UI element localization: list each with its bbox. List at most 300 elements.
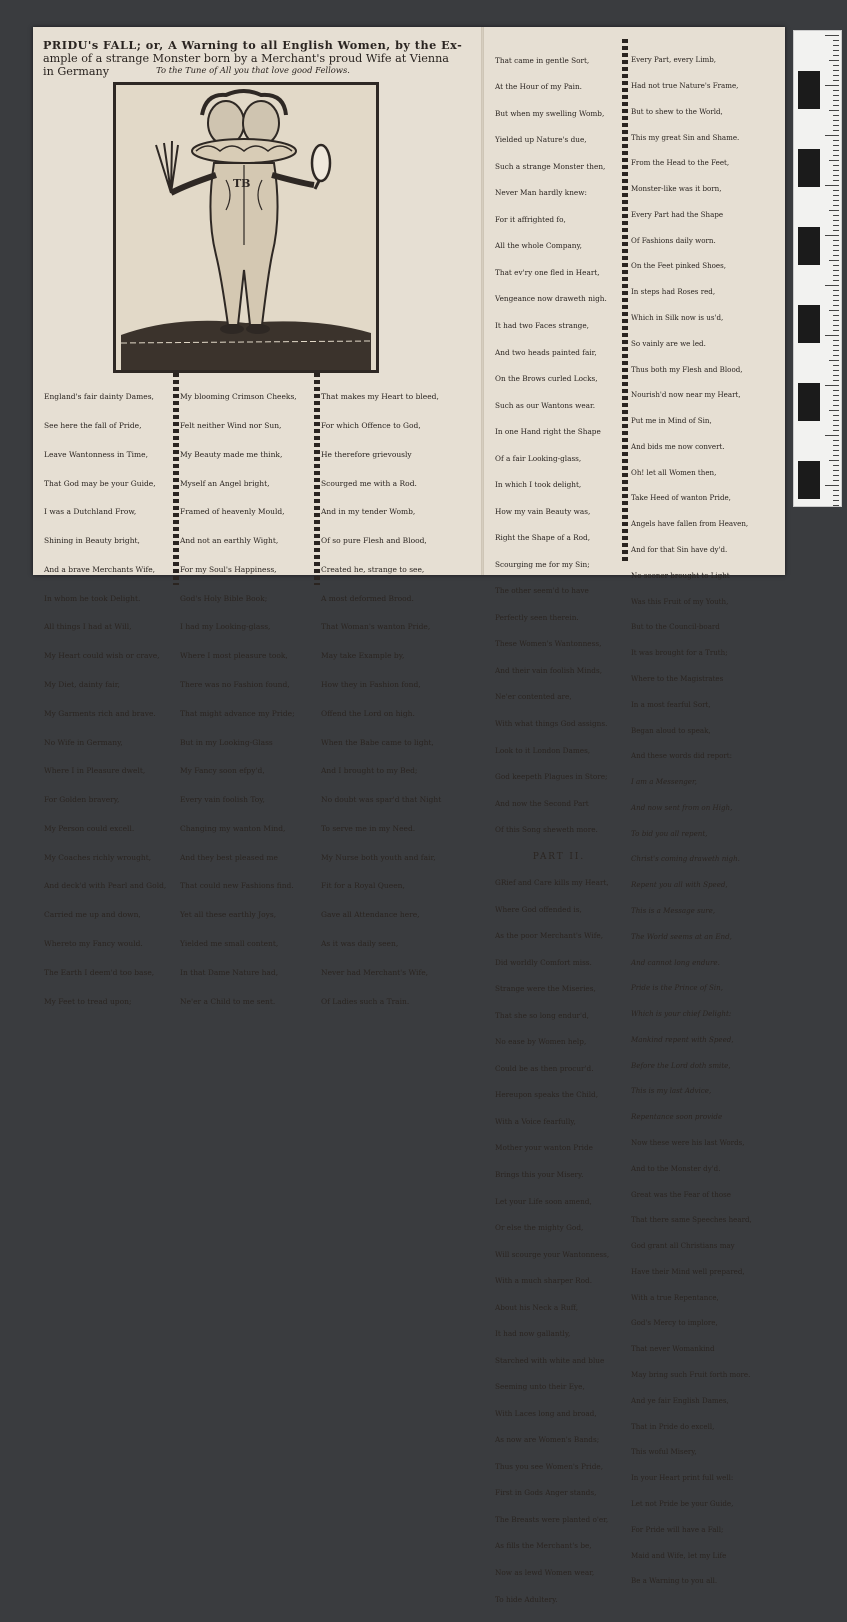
center-fold [481, 27, 484, 575]
verse-line: Framed of heavenly Mould, [180, 507, 285, 517]
ruler-tick [833, 45, 839, 46]
verse-line: Yielded up Nature's due, [495, 135, 587, 145]
verse-line: And deck'd with Pearl and Gold, [44, 881, 167, 891]
verse-line: But in my Looking-Glass [180, 737, 273, 747]
verse-line: Seeming unto their Eye, [495, 1382, 585, 1392]
title-line-1: PRIDU's FALL; or, A Warning to all English Women, by the Ex- [43, 38, 463, 52]
verse-line: Maid and Wife, let my Life [631, 1550, 727, 1560]
verse-line: In your Heart print full well: [631, 1473, 734, 1483]
ruler-tick [825, 235, 839, 236]
verse-line: Changing my wanton Mind, [180, 823, 286, 833]
ruler-tick [833, 325, 839, 326]
ruler-tick [833, 120, 839, 121]
verse-line: May take Example by, [321, 651, 405, 661]
ruler-tick [825, 285, 839, 286]
verse-line: All things I had at Will, [44, 622, 132, 632]
ruler-tick [833, 180, 839, 181]
verse-line: Repent you all with Speed, [631, 880, 728, 890]
verse-line: God keepeth Plagues in Store; [495, 772, 608, 782]
verse-line: But when my swelling Womb, [495, 108, 605, 118]
ruler-tick [833, 425, 839, 426]
verse-line: That came in gentle Sort, [495, 55, 590, 65]
ruler-tick [833, 505, 839, 506]
verse-line: My Heart could wish or crave, [44, 651, 160, 661]
ruler-tick [833, 225, 839, 226]
ruler-block [798, 305, 820, 343]
ruler-tick [833, 300, 839, 301]
ruler-tick [833, 430, 839, 431]
ruler-tick [833, 265, 839, 266]
verse-line: Before the Lord doth smite, [631, 1060, 731, 1070]
verse-line: Gave all Attendance here, [321, 910, 420, 920]
ruler-tick [833, 340, 839, 341]
verse-line: Thus you see Women's Pride, [495, 1461, 604, 1471]
verse-column-5 [631, 39, 779, 1603]
ruler-tick [833, 305, 839, 306]
ruler-tick [833, 55, 839, 56]
verse-line: With a Voice fearfully, [495, 1116, 576, 1126]
verse-line: My Diet, dainty fair, [44, 680, 120, 689]
ruler-tick [833, 355, 839, 356]
ruler-tick [825, 385, 839, 386]
ruler-tick [833, 245, 839, 246]
ruler-tick [833, 100, 839, 101]
ruler-tick [833, 125, 839, 126]
ruler-tick [833, 275, 839, 276]
verse-line: How they in Fashion fond, [321, 680, 421, 689]
verse-line: Brings this your Misery. [495, 1170, 584, 1179]
verse-line: For it affrighted fo, [495, 214, 566, 224]
verse-line: And these words did report: [631, 751, 733, 761]
verse-line: I am a Messenger, [631, 777, 697, 787]
verse-line: And in my tender Womb, [321, 507, 416, 517]
woodcut-illustration [113, 82, 379, 373]
verse-line: In steps had Roses red, [631, 287, 716, 297]
ruler-tick [833, 345, 839, 346]
verse-line: God grant all Christians may [631, 1241, 735, 1251]
verse-line: Leave Wantonness in Time, [44, 449, 148, 459]
verse-line: That Woman's wanton Pride, [321, 622, 431, 632]
verse-line: I was a Dutchland Frow, [44, 507, 137, 517]
verse-line: As fills the Merchant's be, [495, 1541, 592, 1551]
verse-line: Which is your chief Delight: [631, 1009, 732, 1019]
ruler-tick [833, 270, 839, 271]
broadside-sheet [33, 27, 785, 1604]
verse-line: God's Holy Bible Book; [180, 593, 268, 603]
verse-line: That God may be your Guide, [44, 478, 156, 488]
verse-line: In a most fearful Sort, [631, 699, 711, 709]
verse-line: Oh! let all Women then, [631, 467, 717, 477]
ruler-tick [833, 90, 839, 91]
verse-line: Never Man hardly knew: [495, 188, 587, 198]
verse-line: Scourging me for my Sin; [495, 559, 590, 569]
column-divider [173, 373, 179, 585]
verse-line: The other seem'd to have [495, 586, 589, 596]
verse-line: No doubt was spar'd that Night [321, 795, 442, 805]
verse-line: England's fair dainty Dames, [44, 392, 154, 402]
ruler-tick [833, 280, 839, 281]
verse-line: It had now gallantly, [495, 1329, 571, 1339]
verse-line: That makes my Heart to bleed, [321, 392, 439, 402]
verse-line: And I brought to my Bed; [321, 766, 418, 776]
ruler-tick [833, 400, 839, 401]
ruler-tick [833, 130, 839, 131]
verse-line: My Beauty made me think, [180, 449, 283, 459]
verse-line: Monster-like was it born, [631, 184, 722, 194]
verse-line: It was brought for a Truth; [631, 648, 728, 658]
verse-line: Hereupon speaks the Child, [495, 1090, 599, 1100]
verse-line: Nourish'd now near my Heart, [631, 390, 741, 400]
verse-line: My Coaches richly wrought, [44, 852, 152, 862]
verse-line: Fit for a Royal Queen, [321, 881, 405, 891]
verse-line: My blooming Crimson Cheeks, [180, 392, 297, 402]
verse-line: Now these were his last Words, [631, 1138, 745, 1147]
verse-line: As the poor Merchant's Wife, [495, 931, 604, 941]
verse-line: Starched with white and blue [495, 1355, 605, 1365]
ruler-tick [833, 375, 839, 376]
verse-line: Let not Pride be your Guide, [631, 1498, 734, 1508]
ruler-tick [829, 160, 839, 161]
ruler-tick [825, 135, 839, 136]
ruler-tick [825, 35, 839, 36]
ruler-tick [833, 150, 839, 151]
verse-line: No ease by Women help, [495, 1037, 587, 1047]
verse-line: Felt neither Wind nor Sun, [180, 420, 282, 430]
verse-line: With Laces long and broad, [495, 1408, 597, 1418]
verse-line: And a brave Merchants Wife, [44, 564, 156, 574]
verse-line: Let your Life soon amend, [495, 1196, 592, 1206]
ruler-tick [833, 315, 839, 316]
ruler-tick [833, 40, 839, 41]
verse-line: Have their Mind well prepared, [631, 1266, 745, 1276]
verse-line: God's Mercy to implore, [631, 1318, 718, 1328]
verse-line: My Fancy soon efpy'd, [180, 766, 265, 776]
ruler-tick [833, 140, 839, 141]
ruler-tick [833, 95, 839, 96]
verse-line: He therefore grievously [321, 449, 412, 459]
verse-line: That never Womankind [631, 1344, 715, 1354]
ruler-tick [833, 455, 839, 456]
ruler-tick [833, 70, 839, 71]
ruler-tick [833, 155, 839, 156]
verse-line: For Golden bravery, [44, 795, 120, 805]
verse-line: And now the Second Part [495, 798, 589, 808]
verse-line: Could be as then procur'd. [495, 1063, 594, 1073]
ruler-tick [833, 440, 839, 441]
verse-line: Myself an Angel bright, [180, 478, 270, 488]
ruler-tick [833, 175, 839, 176]
verse-line: With a true Repentance, [631, 1292, 719, 1302]
verse-line: In one Hand right the Shape [495, 427, 601, 437]
verse-line: Where I most pleasure took, [180, 651, 288, 661]
verse-line: The Breasts were planted o'er, [495, 1514, 609, 1524]
verse-line: As now are Women's Bands; [495, 1435, 600, 1445]
verse-line: The World seems at an End, [631, 931, 732, 941]
verse-line: Put me in Mind of Sin, [631, 416, 712, 426]
verse-line: Of so pure Flesh and Blood, [321, 536, 427, 546]
verse-column-3 [321, 373, 471, 1025]
verse-line: That might advance my Pride; [180, 708, 295, 718]
verse-line: Whereto my Fancy would. [44, 939, 143, 949]
ruler-tick [825, 485, 839, 486]
verse-line: Which in Silk now is us'd, [631, 313, 724, 322]
verse-line: Right the Shape of a Rod, [495, 533, 591, 543]
verse-line: As it was daily seen, [321, 939, 399, 949]
verse-line: All the whole Company, [495, 241, 582, 251]
verse-line: Never had Merchant's Wife, [321, 967, 429, 977]
verse-line: No sooner brought to Light [631, 570, 730, 580]
verse-line: For my Soul's Happiness, [180, 564, 277, 574]
verse-line: Of Ladies such a Train. [321, 996, 410, 1006]
ruler-block [798, 71, 820, 109]
title-line-2: ample of a strange Monster born by a Merchant's proud Wife at Vienna in Germany [43, 52, 449, 78]
verse-line: About his Neck a Ruff, [495, 1302, 579, 1312]
ruler-tick [833, 390, 839, 391]
ruler-tick [833, 330, 839, 331]
ruler-tick [833, 115, 839, 116]
verse-line: And not an earthly Wight, [180, 536, 279, 546]
verse-line: And their vain foolish Minds, [495, 665, 603, 675]
verse-line: This is my last Advice, [631, 1086, 712, 1096]
ruler-tick [825, 185, 839, 186]
ruler-tick [833, 295, 839, 296]
ruler-tick [833, 370, 839, 371]
ruler-tick [829, 260, 839, 261]
column-divider [314, 373, 320, 585]
verse-line: That there same Speeches heard, [631, 1215, 752, 1225]
ruler-tick [833, 200, 839, 201]
verse-column-1 [44, 373, 177, 1025]
verse-line: Mankind repent with Speed, [631, 1034, 734, 1044]
ruler-tick [833, 145, 839, 146]
ruler-tick [833, 105, 839, 106]
verse-line: And for that Sin have dy'd. [631, 545, 728, 555]
verse-line: These Women's Wantonness, [495, 639, 602, 649]
verse-line: And two heads painted fair, [495, 347, 597, 357]
ruler-block [798, 227, 820, 265]
verse-line: For which Offence to God, [321, 420, 421, 430]
ruler-block [798, 461, 820, 499]
verse-line: Ne'er contented are, [495, 692, 572, 702]
verse-column-4 [495, 39, 623, 1622]
verse-line: Scourged me with a Rod. [321, 478, 417, 488]
verse-line: It had two Faces strange, [495, 321, 589, 330]
verse-line: My Feet to tread upon; [44, 996, 132, 1006]
verse-line: Had not true Nature's Frame, [631, 80, 739, 90]
ruler-tick [833, 380, 839, 381]
verse-line: Or else the mighty God, [495, 1223, 584, 1233]
verse-line: In whom he took Delight. [44, 593, 141, 603]
verse-line: And they best pleased me [180, 852, 278, 862]
verse-line: Yielded me small content, [180, 939, 279, 949]
verse-line: Of a fair Looking-glass, [495, 453, 582, 463]
verse-line: Of this Song sheweth more. [495, 825, 598, 835]
verse-line: Such as our Wantons wear. [495, 400, 596, 410]
ruler-tick [833, 80, 839, 81]
verse-line: From the Head to the Feet, [631, 158, 730, 168]
verse-line: When the Babe came to light, [321, 737, 434, 747]
verse-line: And now sent from on High, [631, 802, 733, 812]
ruler-tick [833, 470, 839, 471]
color-scale-ruler [793, 30, 842, 507]
ruler-tick [829, 460, 839, 461]
ruler-block [798, 383, 820, 421]
ruler-tick [833, 190, 839, 191]
ruler-tick [829, 210, 839, 211]
verse-column-2 [180, 373, 316, 1025]
verse-line: And to the Monster dy'd. [631, 1163, 721, 1173]
ruler-tick [833, 320, 839, 321]
verse-line: To hide Adultery. [495, 1594, 558, 1604]
verse-line: Strange were the Miseries, [495, 984, 596, 994]
ruler-tick [829, 410, 839, 411]
column-divider [622, 39, 628, 561]
woodcut-mark: TB [233, 177, 251, 190]
ruler-tick [833, 215, 839, 216]
verse-line: Every Part, every Limb, [631, 55, 717, 65]
verse-line: Perfectly seen therein. [495, 612, 579, 622]
verse-line: Did worldly Comfort miss. [495, 957, 592, 967]
verse-line: With what things God assigns. [495, 718, 608, 728]
ruler-tick [833, 445, 839, 446]
verse-line: In that Dame Nature had, [180, 967, 279, 977]
verse-line: But to shew to the World, [631, 106, 723, 116]
verse-line: This my great Sin and Shame. [631, 132, 740, 142]
verse-line: At the Hour of my Pain. [495, 82, 582, 92]
ruler-tick [833, 50, 839, 51]
verse-line: Mother your wanton Pride [495, 1143, 594, 1153]
verse-line: Yet all these earthly Joys, [180, 910, 277, 920]
verse-line: Be a Warning to you all. [631, 1576, 718, 1586]
verse-line: On the Feet pinked Shoes, [631, 261, 727, 271]
verse-line: This is a Message sure, [631, 905, 716, 915]
ruler-tick [833, 500, 839, 501]
verse-line: Created he, strange to see, [321, 564, 425, 574]
verse-line: Where to the Magistrates [631, 673, 724, 683]
verse-line: Every vain foolish Toy, [180, 795, 265, 805]
verse-line: In which I took delight, [495, 480, 582, 490]
ruler-tick [833, 365, 839, 366]
ruler-tick [825, 335, 839, 336]
ruler-tick [833, 170, 839, 171]
verse-line: Take Heed of wanton Pride, [631, 493, 731, 503]
verse-line: Where God offended is, [495, 904, 582, 914]
verse-line: Of Fashions daily worn. [631, 235, 716, 245]
verse-line: Now as lewd Women wear, [495, 1567, 595, 1577]
ruler-tick [833, 230, 839, 231]
verse-line: That could new Fashions find. [180, 881, 294, 891]
verse-line: Offend the Lord on high. [321, 708, 415, 718]
verse-line: That she so long endur'd, [495, 1010, 589, 1020]
verse-line: Pride is the Prince of Sin, [631, 983, 723, 993]
verse-line: And cannot long endure. [631, 957, 720, 967]
ruler-tick [833, 290, 839, 291]
verse-line: But to the Council-board [631, 622, 720, 632]
ruler-tick [833, 450, 839, 451]
verse-line: Repentance soon provide [631, 1112, 723, 1122]
ruler-tick [833, 65, 839, 66]
verse-line: Where I in Pleasure dwelt, [44, 766, 146, 776]
verse-line: Christ's coming draweth nigh. [631, 854, 740, 864]
verse-line: The Earth I deem'd too base, [44, 967, 155, 977]
verse-line: To bid you all repent, [631, 828, 708, 838]
verse-line: Was this Fruit of my Youth, [631, 596, 729, 606]
verse-line: I had my Looking-glass, [180, 622, 271, 632]
ruler-tick [833, 475, 839, 476]
ruler-tick [825, 435, 839, 436]
verse-line: And bids me now convert. [631, 441, 725, 451]
ruler-block [798, 149, 820, 187]
verse-line: Carried me up and down, [44, 910, 141, 920]
verse-line: With a much sharper Rod. [495, 1276, 593, 1286]
ruler-tick [829, 310, 839, 311]
ruler-tick [833, 220, 839, 221]
verse-line: This woful Misery, [631, 1447, 697, 1457]
verse-line: That in Pride do excell, [631, 1421, 715, 1431]
verse-line: Angels have fallen from Heaven, [631, 519, 749, 529]
verse-line: Look to it London Dames, [495, 745, 591, 755]
verse-line: For Pride will have a Fall; [631, 1524, 724, 1534]
ruler-tick [833, 395, 839, 396]
verse-line: There was no Fashion found, [180, 680, 290, 689]
verse-line: Shining in Beauty bright, [44, 536, 140, 546]
verse-line: See here the fall of Pride, [44, 420, 142, 430]
verse-line: GRief and Care kills my Heart, [495, 878, 609, 888]
verse-line: My Nurse both youth and fair, [321, 852, 436, 862]
ruler-tick [833, 240, 839, 241]
tune-line: To the Tune of All you that love good Fellows. [156, 65, 350, 75]
verse-line: Vengeance now draweth nigh. [495, 294, 607, 304]
ruler-tick [833, 480, 839, 481]
verse-line: That ev'ry one fled in Heart, [495, 267, 600, 277]
verse-line: Great was the Fear of those [631, 1189, 731, 1199]
verse-line: A most deformed Brood. [321, 593, 414, 603]
ruler-tick [833, 415, 839, 416]
ruler-tick [833, 75, 839, 76]
ruler-tick [833, 250, 839, 251]
verse-line: Ne'er a Child to me sent. [180, 996, 276, 1006]
ruler-tick [833, 205, 839, 206]
ruler-tick [833, 495, 839, 496]
ruler-tick [833, 165, 839, 166]
ruler-tick [833, 420, 839, 421]
verse-line: First in Gods Anger stands, [495, 1488, 597, 1498]
verse-line: How my vain Beauty was, [495, 506, 591, 516]
verse-line: My Person could excell. [44, 823, 135, 833]
ruler-tick [829, 110, 839, 111]
ruler-tick [833, 350, 839, 351]
verse-line: No Wife in Germany, [44, 737, 123, 747]
verse-line: Such a strange Monster then, [495, 161, 606, 171]
ruler-tick [833, 405, 839, 406]
ruler-tick [829, 60, 839, 61]
verse-line: My Garments rich and brave. [44, 708, 156, 718]
verse-line: Will scourge your Wantonness, [495, 1249, 610, 1259]
verse-line: Thus both my Flesh and Blood, [631, 364, 743, 374]
ruler-tick [829, 360, 839, 361]
ruler-tick [833, 465, 839, 466]
monster-woodcut-image [116, 85, 376, 370]
ruler-tick [825, 85, 839, 86]
verse-line: On the Brows curled Locks, [495, 374, 598, 384]
verse-line: Every Part had the Shape [631, 209, 724, 219]
ruler-tick [833, 255, 839, 256]
verse-line: May bring such Fruit forth more. [631, 1370, 751, 1380]
ruler-tick [833, 490, 839, 491]
verse-line: So vainly are we led. [631, 338, 706, 348]
ruler-tick [833, 195, 839, 196]
verse-line: To serve me in my Need. [321, 823, 416, 833]
